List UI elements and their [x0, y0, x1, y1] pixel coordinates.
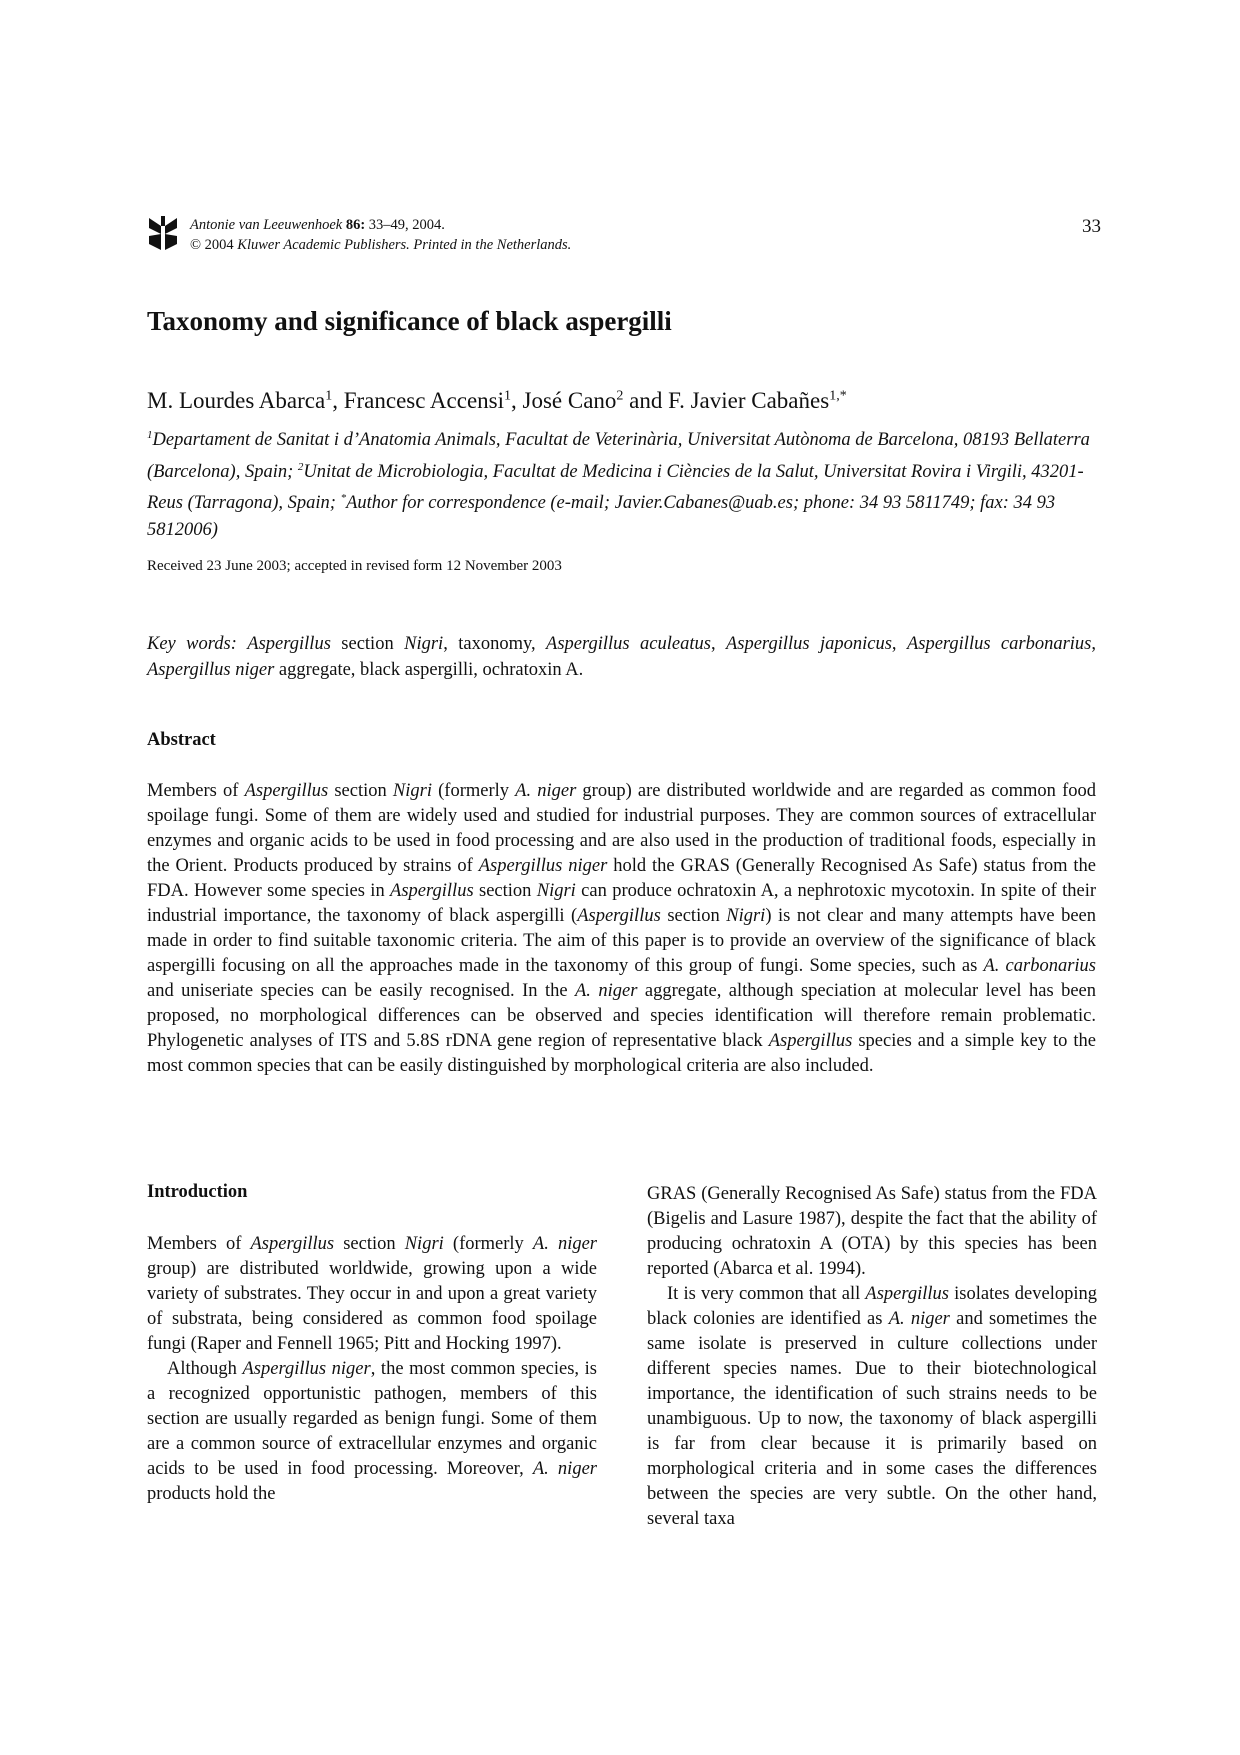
body-segment: section — [334, 1234, 405, 1254]
correspondence-info: Author for correspondence (e-mail; Javier.Cabanes@uab.es; phone: 34 93 5811749; fax: 34 93 5812006) — [147, 493, 1056, 540]
keyword-segment: Nigri — [404, 634, 444, 654]
author-name: M. Lourdes Abarca — [147, 388, 326, 413]
author-affiliation-marker: 1 — [325, 388, 333, 404]
abstract-segment: aggregate, although speciation at molecular level has been proposed, no morphological differences can be observed and species identification will therefore remain problematic. Phylogenetic analyses of ITS and 5.8S rDNA gene region of representative black — [147, 981, 1096, 1051]
copyright-line — [190, 235, 571, 255]
author-affiliation-marker: 1 — [504, 388, 511, 404]
body-segment: Aspergillus niger — [242, 1359, 371, 1379]
abstract-segment: Nigri — [726, 906, 766, 926]
journal-pages-year: 33–49, 2004. — [365, 217, 445, 233]
keyword-segment: , taxonomy, — [443, 634, 547, 654]
body-segment: and sometimes the same isolate is preserved in culture collections under different species names. Due to their biotechnological importance, the identification of such strains needs to be unambiguous. Up to now, the taxonomy of black aspergilli is far from clear because it is primarily based on morphological criteria and in some cases the differences between the species are very subtle. On the other hand, several taxa — [647, 1309, 1097, 1529]
copyright-symbol: © 2004 — [190, 237, 238, 253]
affiliation-1: Departament de Sanitat i d’Anatomia Animals, Facultat de Veterinària, Universitat Autònoma de Barcelona, 08193 Bellaterra (Barcelona), Spain; — [147, 430, 1090, 482]
body-column-right — [647, 1182, 1097, 1532]
body-segment: Nigri — [404, 1234, 444, 1254]
abstract-segment: hold the GRAS (Generally Recognised As Safe) status from the FDA. However some species in — [147, 856, 1096, 901]
abstract-segment: Aspergillus — [768, 1031, 853, 1051]
keyword-segment: aggregate, black aspergilli, ochratoxin A. — [274, 660, 584, 680]
journal-citation-line — [190, 215, 571, 235]
abstract-segment: group) are distributed worldwide and are regarded as common food spoilage fungi. Some of them are widely used and studied for industrial purposes. They are common sources of extracellular enzymes and organic acids to be used in food processing and are also used in the production of traditional foods, especially in the Orient. Products produced by strains of — [147, 781, 1096, 876]
body-segment: (formerly — [443, 1234, 533, 1254]
keywords — [147, 631, 1096, 683]
author-name: F. Javier Cabañes — [668, 388, 830, 413]
keyword-segment: Aspergillus niger — [147, 660, 275, 680]
abstract-segment: Nigri — [536, 881, 576, 901]
abstract-text — [147, 779, 1096, 1079]
abstract-segment: A. carbonarius — [983, 956, 1096, 976]
author-name: Francesc Accensi — [343, 388, 504, 413]
keyword-segment: , — [891, 634, 907, 654]
keyword-segment: , — [1091, 634, 1097, 654]
abstract-segment: Aspergillus — [577, 906, 661, 926]
abstract-segment: section — [328, 781, 393, 801]
body-segment: A. niger — [532, 1459, 597, 1479]
abstract-segment: and uniseriate species can be easily recognised. In the — [147, 981, 575, 1001]
abstract-segment: (formerly — [431, 781, 516, 801]
keyword-segment: section — [330, 634, 405, 654]
received-dates: Received 23 June 2003; accepted in revised form 12 November 2003 — [147, 558, 562, 574]
keyword-segment: Aspergillus carbonarius — [906, 634, 1092, 654]
page-number: 33 — [1082, 216, 1101, 237]
abstract-segment: Members of — [147, 781, 245, 801]
body-segment: It is very common that all — [667, 1284, 866, 1304]
correspondence-marker: * — [340, 492, 347, 505]
abstract-segment: A. niger — [575, 981, 638, 1001]
keyword-segment: , — [710, 634, 726, 654]
publisher-logo — [147, 214, 179, 254]
affiliations — [147, 422, 1097, 543]
body-column-left — [147, 1232, 597, 1507]
abstract-segment: section — [660, 906, 727, 926]
body-segment: group) are distributed worldwide, growing upon a wide variety of substrates. They occur in and upon a great variety of substrata, being considered as common food spoilage fungi (Raper and Fennell 1965; Pitt and Hocking 1997). — [147, 1259, 597, 1354]
author-affiliation-marker: 1,* — [829, 388, 847, 404]
body-segment: Although — [167, 1359, 243, 1379]
keyword-segment: Aspergillus aculeatus — [546, 634, 711, 654]
publisher-line: Kluwer Academic Publishers. Printed in the Netherlands. — [237, 237, 572, 253]
body-paragraph — [647, 1182, 1097, 1282]
affiliation-1-marker: 1 — [147, 429, 153, 441]
body-segment: A. niger — [888, 1309, 950, 1329]
journal-volume: 86: — [345, 217, 366, 233]
body-segment: A. niger — [532, 1234, 597, 1254]
abstract-segment: species and a simple key to the most common species that can be easily distinguished by morphological criteria are also included. — [147, 1031, 1096, 1076]
article-title: Taxonomy and significance of black aspergilli — [147, 306, 672, 336]
abstract-segment: can produce ochratoxin A, a nephrotoxic mycotoxin. In spite of their industrial importance, the taxonomy of black aspergilli ( — [147, 881, 1096, 926]
body-paragraph — [147, 1232, 597, 1357]
body-segment: GRAS (Generally Recognised As Safe) status from the FDA (Bigelis and Lasure 1987), despite the fact that the ability of producing ochratoxin A (OTA) by this species has been reported (Abarca et al. 1994). — [647, 1184, 1097, 1279]
keywords-text — [147, 634, 1096, 680]
abstract-segment: Aspergillus niger — [478, 856, 608, 876]
author-name: José Cano — [522, 388, 617, 413]
keywords-label: Key words: — [147, 634, 237, 654]
journal-header — [190, 215, 571, 255]
body-segment: Members of — [147, 1234, 251, 1254]
abstract-segment: section — [473, 881, 537, 901]
affiliation-2: Unitat de Microbiologia, Facultat de Medicina i Ciències de la Salut, Universitat Rovira i Virgili, 43201-Reus (Tarragona), Spain; — [147, 461, 1084, 514]
body-segment: isolates developing black colonies are identified as — [647, 1284, 1097, 1329]
body-segment: , the most common species, is a recognized opportunistic pathogen, members of this section are usually regarded as benign fungi. Some of them are a common source of extracellular enzymes and organic acids to be used in food processing. Moreover, — [147, 1359, 597, 1479]
abstract-heading: Abstract — [147, 730, 216, 750]
author-separator: and — [623, 388, 669, 413]
journal-name: Antonie van Leeuwenhoek — [190, 217, 343, 233]
keyword-segment: Aspergillus japonicus — [725, 634, 892, 654]
author-list — [147, 388, 847, 414]
body-paragraph — [647, 1282, 1097, 1532]
introduction-heading: Introduction — [147, 1182, 248, 1202]
keyword-segment: Aspergillus — [247, 634, 331, 654]
author-separator: , — [511, 388, 523, 413]
abstract-segment: Aspergillus — [244, 781, 329, 801]
body-segment: products hold the — [147, 1484, 276, 1504]
abstract-segment: ) is not clear and many attempts have been made in order to find suitable taxonomic criteria. The aim of this paper is to provide an overview of the significance of black aspergilli focusing on all the approaches made in the taxonomy of this group of fungi. Some species, such as — [147, 906, 1096, 976]
affiliation-2-marker: 2 — [297, 460, 304, 473]
abstract-segment: Nigri — [392, 781, 432, 801]
body-segment: Aspergillus — [250, 1234, 335, 1254]
body-paragraph — [147, 1357, 597, 1507]
keyword-segment — [237, 634, 247, 654]
author-separator: , — [332, 388, 344, 413]
author-affiliation-marker: 2 — [616, 388, 624, 404]
body-segment: Aspergillus — [865, 1284, 949, 1304]
abstract-segment: Aspergillus — [390, 881, 474, 901]
abstract-segment: A. niger — [515, 781, 577, 801]
